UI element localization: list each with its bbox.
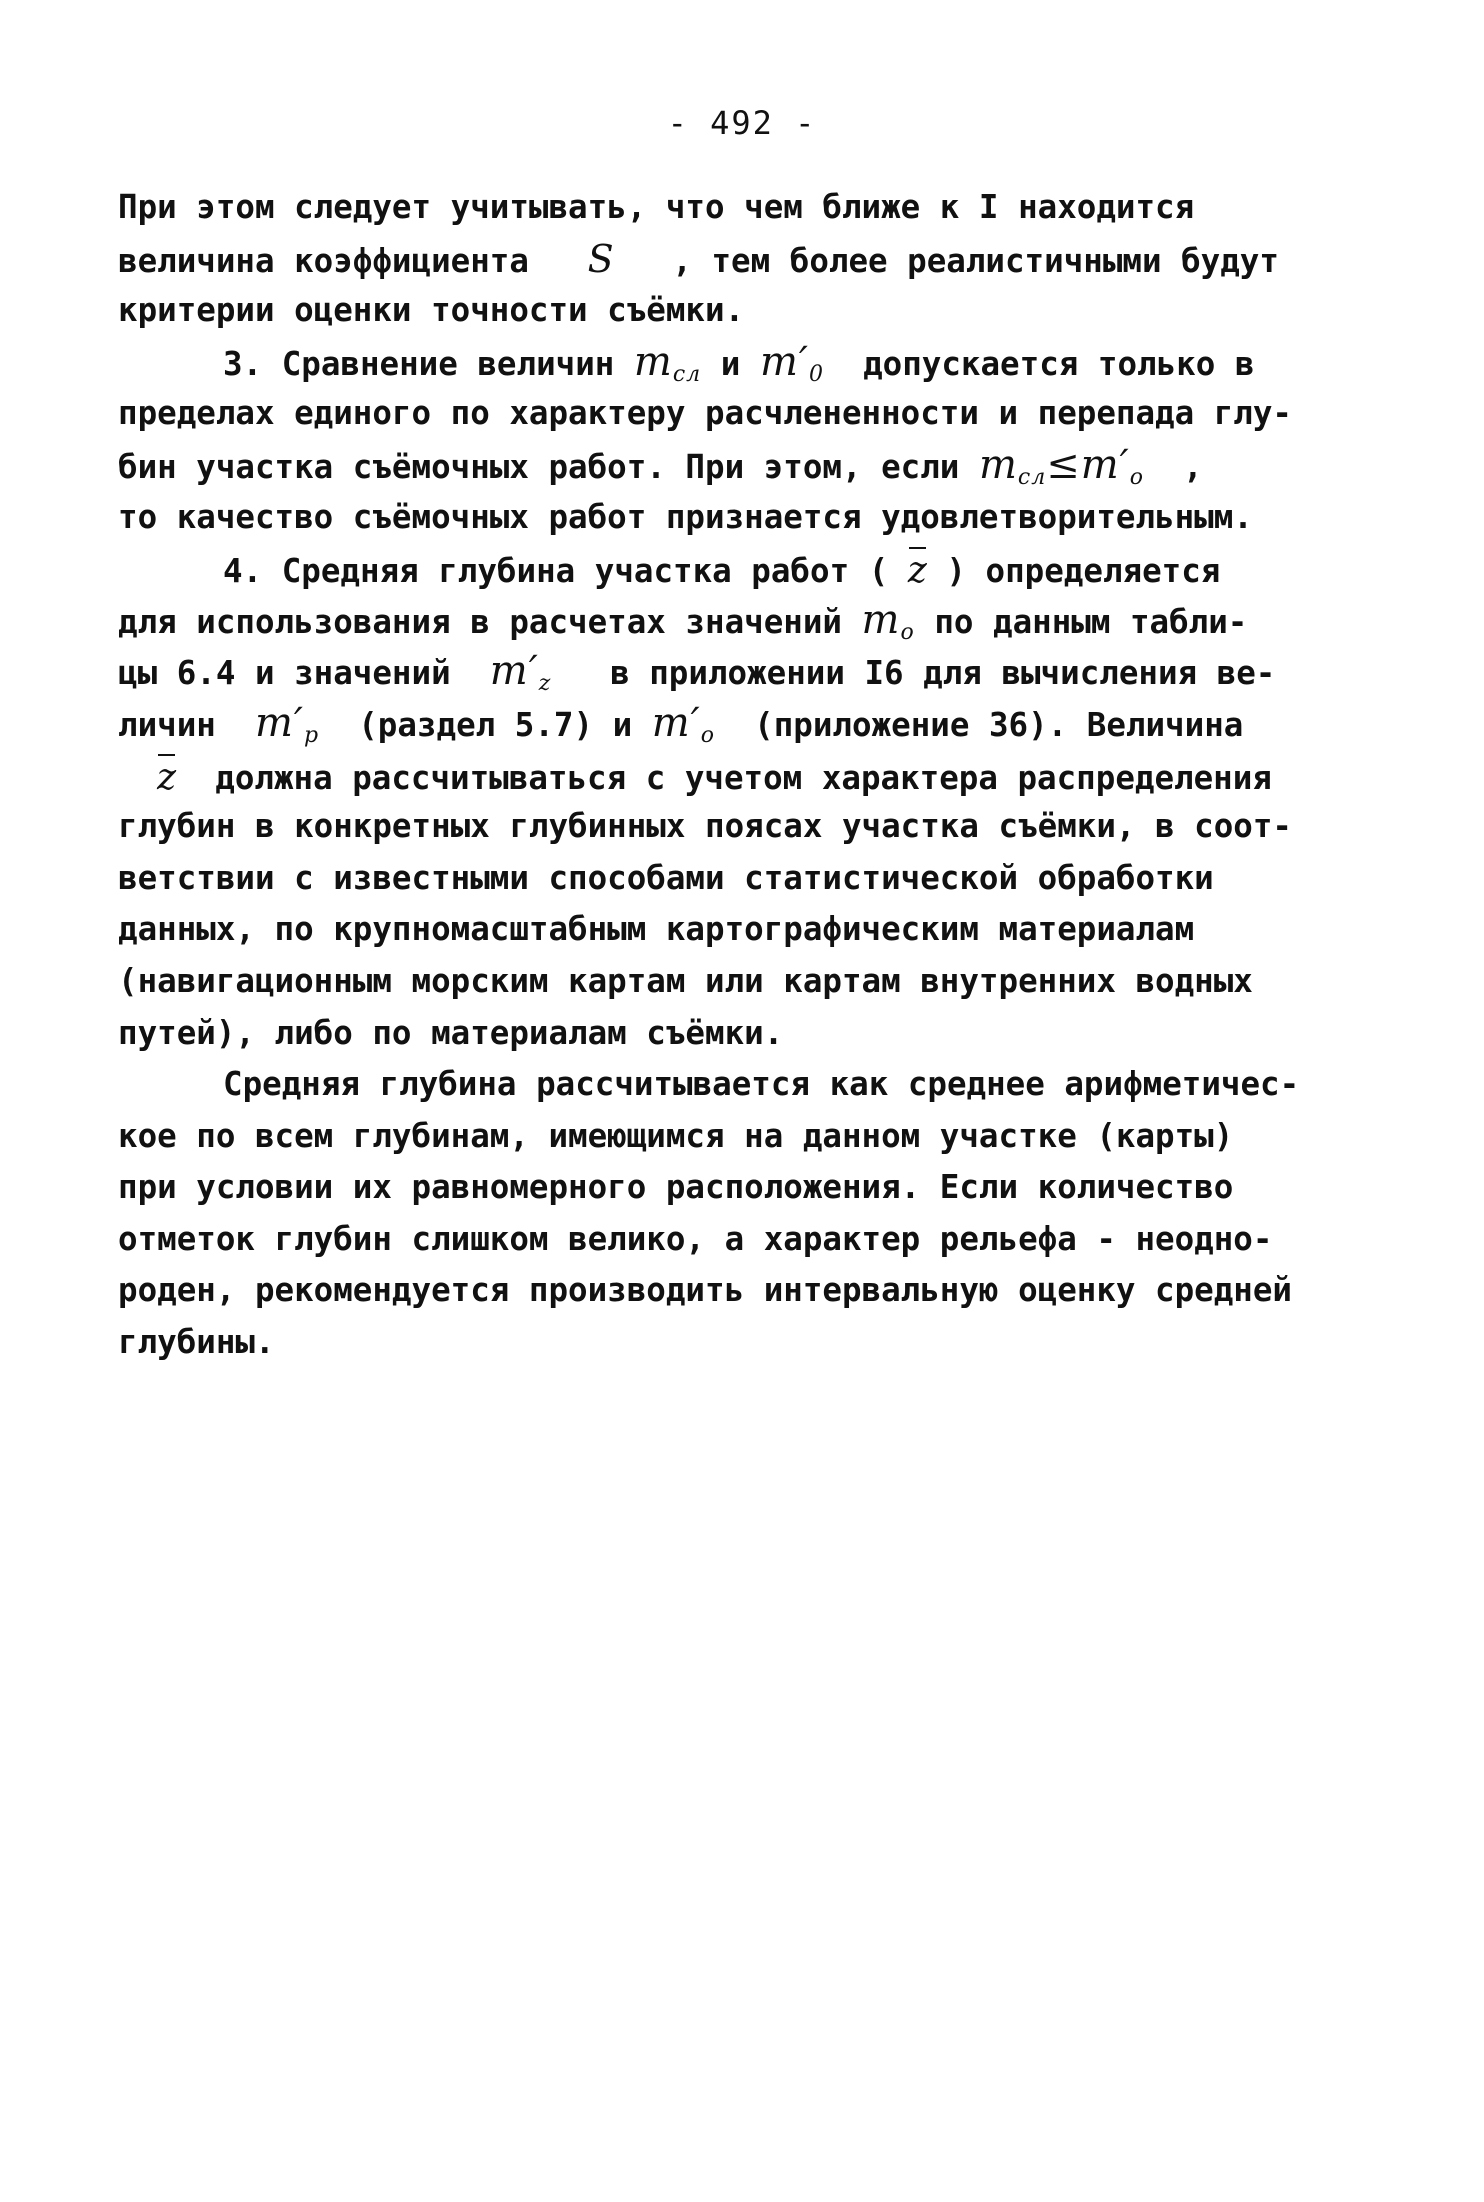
text-line xyxy=(118,285,1380,337)
text-segment: и xyxy=(720,344,741,383)
text-segment: для использования в расчетах значений xyxy=(118,602,842,641)
text-segment: (раздел 5.7) и xyxy=(358,705,633,744)
text-line xyxy=(118,750,1380,802)
text-line xyxy=(118,904,1380,956)
text-segment: глубины. xyxy=(118,1323,275,1362)
text-segment: Средняя глубина рассчитывается как среднее арифметичес- xyxy=(223,1065,1300,1104)
mean-depth-symbol: z xyxy=(157,750,176,804)
text-segment: то качество съёмочных работ признается удовлетворительным. xyxy=(118,497,1253,536)
body-text xyxy=(118,182,1380,1369)
text-line xyxy=(118,1111,1380,1163)
formula-m-sl: $m_{сл}$ xyxy=(633,338,702,387)
text-line xyxy=(118,595,1380,647)
text-line xyxy=(118,234,1380,286)
text-line xyxy=(118,440,1380,492)
text-segment: ветствии с известными способами статистической обработки xyxy=(118,858,1214,897)
formula-mp-prime: $m'_р$ xyxy=(254,699,320,748)
text-line xyxy=(118,698,1380,750)
text-segment: пределах единого по характеру расчлененности и перепада глу- xyxy=(118,394,1292,433)
text-line xyxy=(118,182,1380,234)
text-segment: бин участка съёмочных работ. При этом, если xyxy=(118,447,960,486)
text-segment: по данным табли- xyxy=(934,602,1248,641)
formula-m0-prime: $m'_0$ xyxy=(759,338,824,387)
text-segment: ) определяется xyxy=(946,552,1221,591)
text-line xyxy=(118,1317,1380,1369)
text-line xyxy=(118,337,1380,389)
text-line xyxy=(118,1008,1380,1060)
text-line xyxy=(118,543,1380,595)
text-segment: отметок глубин слишком велико, а характер рельефа - неодно- xyxy=(118,1219,1273,1258)
formula-mz-prime: $m'_z$ xyxy=(489,648,552,697)
text-line xyxy=(118,1265,1380,1317)
text-segment: в приложении I6 для вычисления ве- xyxy=(610,654,1276,693)
text-segment: При этом следует учитывать, что чем ближе к I находится xyxy=(118,188,1195,226)
text-line xyxy=(118,388,1380,440)
text-line xyxy=(118,492,1380,544)
text-segment: кое по всем глубинам, имеющимся на данном участке (карты) xyxy=(118,1116,1234,1155)
text-line xyxy=(118,1162,1380,1214)
text-segment: допускается только в xyxy=(863,344,1255,383)
text-segment: (навигационным морским картам или картам внутренних водных xyxy=(118,961,1253,1000)
formula-m0: $m_о$ xyxy=(861,596,915,645)
text-line xyxy=(118,1214,1380,1266)
formula-m0-prime: $m'_о$ xyxy=(651,699,716,748)
text-segment: 4. Средняя глубина участка работ ( xyxy=(223,552,889,591)
text-segment: должна рассчитываться с учетом характера распределения xyxy=(215,758,1272,797)
text-segment: при условии их равномерного расположения. Если количество xyxy=(118,1168,1234,1207)
text-line xyxy=(118,853,1380,905)
coefficient-symbol: S xyxy=(587,236,614,281)
text-line xyxy=(118,956,1380,1008)
text-segment: личин xyxy=(118,705,216,744)
text-segment: , xyxy=(1183,447,1203,486)
text-segment: путей), либо по материалам съёмки. xyxy=(118,1013,784,1052)
text-line xyxy=(118,646,1380,698)
text-segment: цы 6.4 и значений xyxy=(118,654,451,693)
text-segment: (приложение 36). Величина xyxy=(754,705,1244,744)
text-line xyxy=(118,801,1380,853)
mean-depth-symbol: z xyxy=(908,543,927,597)
formula-inequality: $m_{сл}\le m'_о$ xyxy=(978,441,1145,490)
text-line xyxy=(118,1059,1380,1111)
text-segment: 3. Сравнение величин xyxy=(223,344,615,383)
text-segment: величина коэффициента xyxy=(118,241,529,280)
text-segment: критерии оценки точности съёмки. xyxy=(118,291,745,330)
text-segment: данных, по крупномасштабным картографическим материалам xyxy=(118,910,1195,949)
text-segment: , тем более реалистичными будут xyxy=(672,241,1279,280)
text-segment: роден, рекомендуется производить интервальную оценку средней xyxy=(118,1271,1292,1310)
text-segment: глубин в конкретных глубинных поясах участка съёмки, в соот- xyxy=(118,807,1292,846)
page-number: - 492 - xyxy=(667,104,817,142)
